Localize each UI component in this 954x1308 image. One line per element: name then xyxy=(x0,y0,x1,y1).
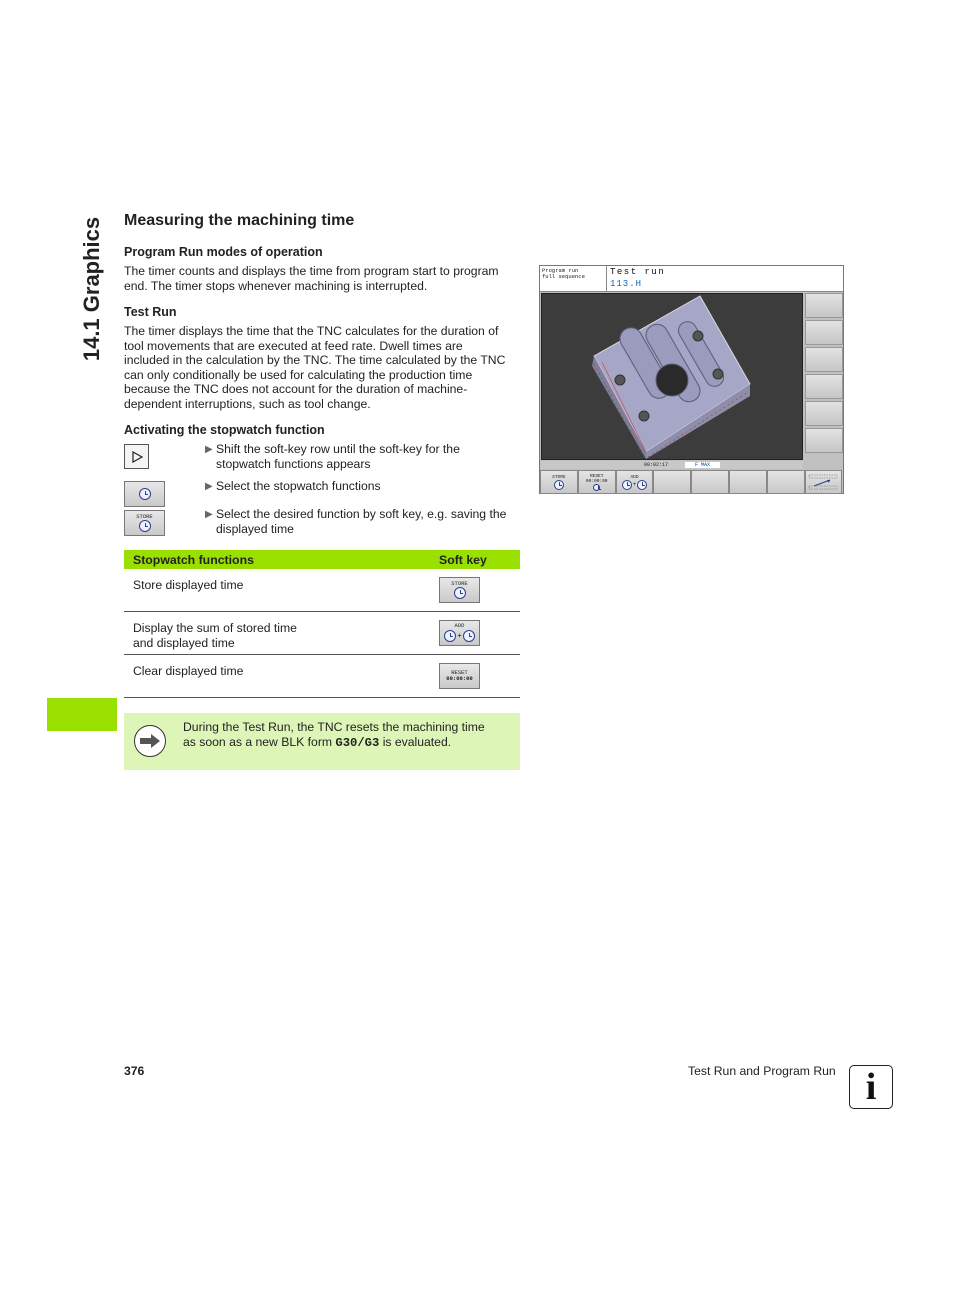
stopwatch-functions-table xyxy=(124,550,520,698)
program-run-text: The timer counts and displays the time from program start to program end. The timer stops whenever machining is interrupted. xyxy=(124,264,499,293)
reset-softkey-image: RESET 00:00:00 xyxy=(439,663,480,689)
clock-icon xyxy=(637,480,647,490)
workpiece-3d-graphic xyxy=(541,293,803,460)
status-bar: 00:02:17 F MAX xyxy=(541,461,803,469)
clock-icon xyxy=(622,480,632,490)
table-header: Stopwatch functions Soft key xyxy=(124,550,520,569)
store-softkey-image: STORE xyxy=(124,510,165,536)
clock-icon xyxy=(444,630,456,642)
clock-icon xyxy=(139,488,151,500)
bullet-arrow-icon: ▶ xyxy=(205,481,213,492)
clock-icon xyxy=(593,484,600,491)
info-icon: i xyxy=(849,1065,893,1109)
empty-softkey xyxy=(729,470,767,494)
chapter-side-title: 14.1 Graphics xyxy=(79,216,104,362)
empty-softkey xyxy=(767,470,805,494)
clock-icon xyxy=(139,520,151,532)
reset-softkey: RESET 00:00:00 xyxy=(578,470,616,494)
test-run-text: The timer displays the time that the TNC calculates for the duration of tool movements that are executed at feed rate. Dwell times are included in the calculation by the TNC. The time calculated by the TNC can only conditionally be used for calculating the production time because the TNC does not account for the duration of machine- dependent interruptions, such as tool change. xyxy=(124,324,506,411)
softkey-row-indicator-icon xyxy=(808,474,838,490)
note-box: During the Test Run, the TNC resets the machining time as soon as a new BLK form G30/G3 is evaluated. xyxy=(124,713,520,770)
chapter-tab-marker xyxy=(47,698,117,731)
bullet-arrow-icon: ▶ xyxy=(205,444,213,455)
table-row: Display the sum of stored time and displayed time ADD + xyxy=(124,612,520,655)
table-row: Clear displayed time RESET 00:00:00 xyxy=(124,655,520,698)
softkey-row xyxy=(540,470,843,494)
table-row: Store displayed time STORE xyxy=(124,569,520,612)
store-softkey-image: STORE xyxy=(439,577,480,603)
section-title: Measuring the machining time xyxy=(124,212,355,229)
arrow-right-icon xyxy=(134,725,166,757)
step-1: ▶ Shift the soft-key row until the soft-key for the stopwatch functions appears xyxy=(205,442,460,471)
plus-icon: + xyxy=(457,630,462,640)
operating-mode-label: Program run full sequence xyxy=(540,266,607,292)
empty-softkey xyxy=(691,470,729,494)
add-softkey: ADD + xyxy=(616,470,654,494)
softkey-row-switch xyxy=(805,470,843,494)
clock-icon xyxy=(454,587,466,599)
clock-icon xyxy=(554,480,564,490)
bullet-arrow-icon: ▶ xyxy=(205,509,213,520)
empty-softkey xyxy=(653,470,691,494)
activating-heading: Activating the stopwatch function xyxy=(124,423,325,437)
store-softkey: STORE xyxy=(540,470,578,494)
tnc-screenshot xyxy=(539,265,844,494)
page-number: 376 xyxy=(124,1064,145,1078)
program-run-heading: Program Run modes of operation xyxy=(124,245,323,259)
vertical-softkey-bar xyxy=(805,293,843,465)
mode-header: Test run 113.H xyxy=(607,266,843,292)
triangle-right-icon xyxy=(131,451,143,463)
step-3: ▶ Select the desired function by soft key, e.g. saving the displayed time xyxy=(205,507,507,536)
test-run-heading: Test Run xyxy=(124,305,177,319)
clock-icon xyxy=(463,630,475,642)
next-softkey-row-key xyxy=(124,444,149,469)
footer-chapter: Test Run and Program Run xyxy=(688,1064,836,1078)
add-softkey-image: ADD + xyxy=(439,620,480,646)
step-2: ▶ Select the stopwatch functions xyxy=(205,479,381,493)
stopwatch-softkey-image xyxy=(124,481,165,507)
